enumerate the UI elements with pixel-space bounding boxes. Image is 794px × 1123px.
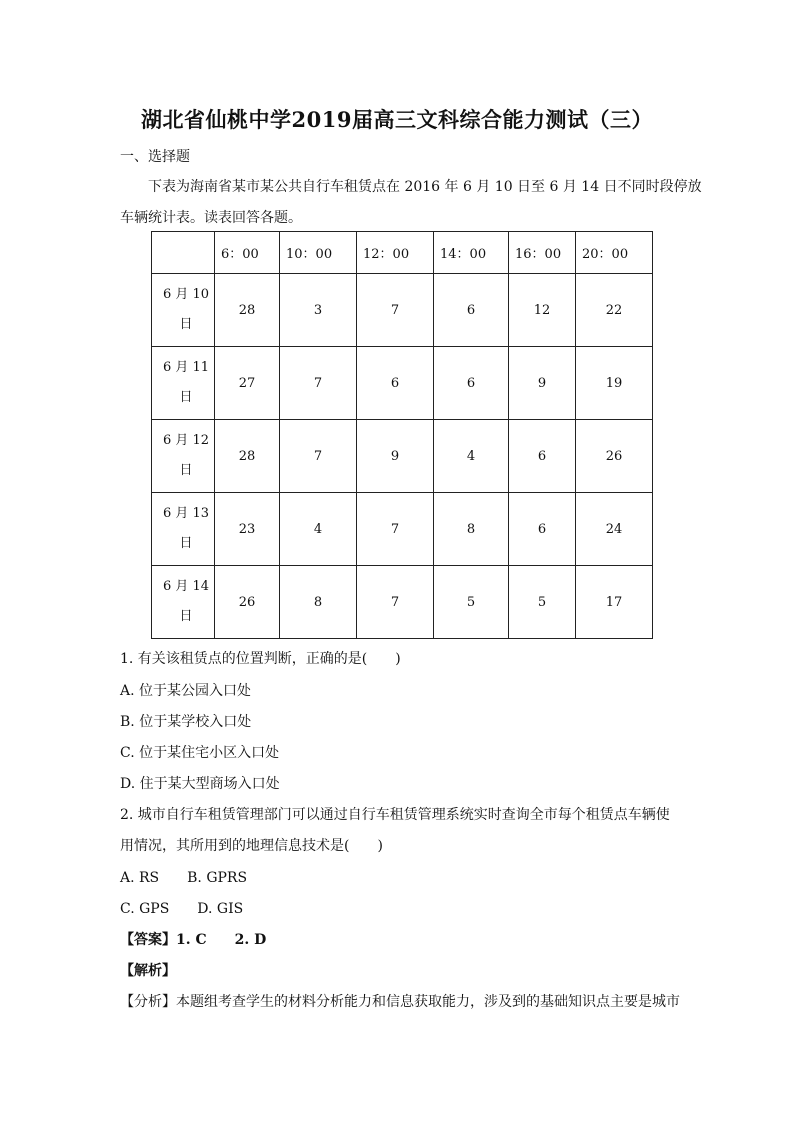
table-cell: 17 <box>576 566 653 639</box>
table-cell: 4 <box>280 493 357 566</box>
table-cell: 28 <box>215 274 280 347</box>
table-cell: 6 <box>509 493 576 566</box>
intro-line-2: 车辆统计表。读表回答各题。 <box>120 210 302 226</box>
table-cell: 28 <box>215 420 280 493</box>
table-header-cell: 16：00 <box>509 232 576 274</box>
table-cell: 7 <box>280 347 357 420</box>
table-cell: 8 <box>434 493 509 566</box>
table-cell: 5 <box>434 566 509 639</box>
row-date-line: 6 月 11 <box>162 360 210 375</box>
table-cell: 26 <box>215 566 280 639</box>
row-date-line: 日 <box>179 609 193 624</box>
table-cell: 9 <box>509 347 576 420</box>
table-cell: 6 <box>434 274 509 347</box>
table-row <box>152 347 653 420</box>
row-date-line: 6 月 13 <box>162 506 210 521</box>
row-date-line: 6 月 10 <box>162 287 210 302</box>
table-cell: 8 <box>280 566 357 639</box>
table-cell: 7 <box>357 566 434 639</box>
table-cell: 6 <box>357 347 434 420</box>
question-1-option-d: D. 住于某大型商场入口处 <box>120 776 280 792</box>
table-row <box>152 420 653 493</box>
table-cell: 4 <box>434 420 509 493</box>
table-header-cell: 20：00 <box>576 232 653 274</box>
question-1-option-b: B. 位于某学校入口处 <box>120 714 252 730</box>
table-corner-cell <box>152 232 215 274</box>
table-cell: 24 <box>576 493 653 566</box>
table-cell: 9 <box>357 420 434 493</box>
row-date-line: 日 <box>179 317 193 332</box>
question-2-options-cd: C. GPS D. GIS <box>120 901 244 917</box>
table-cell: 3 <box>280 274 357 347</box>
row-date-cell <box>152 347 215 420</box>
table-cell: 7 <box>280 420 357 493</box>
table-header-cell: 10：00 <box>280 232 357 274</box>
table-cell: 6 <box>434 347 509 420</box>
page-title: 湖北省仙桃中学2019届高三文科综合能力测试（三） <box>141 107 653 132</box>
table-cell: 26 <box>576 420 653 493</box>
table-header-cell: 6：00 <box>215 232 280 274</box>
table-cell: 27 <box>215 347 280 420</box>
table-cell: 22 <box>576 274 653 347</box>
question-2-stem-line-2: 用情况，其所用到的地理信息技术是( ) <box>120 838 383 854</box>
table-cell: 5 <box>509 566 576 639</box>
answer-line: 【答案】1. C 2. D <box>120 932 267 948</box>
row-date-cell <box>152 493 215 566</box>
table-cell: 23 <box>215 493 280 566</box>
row-date-cell <box>152 566 215 639</box>
table-header-cell: 12：00 <box>357 232 434 274</box>
row-date-line: 日 <box>179 536 193 551</box>
table-cell: 6 <box>509 420 576 493</box>
intro-line-1: 下表为海南省某市某公共自行车租赁点在 2016 年 6 月 10 日至 6 月 14 日不同时段停放 <box>148 179 702 195</box>
question-1-stem: 1. 有关该租赁点的位置判断，正确的是( ) <box>120 651 401 667</box>
table-row <box>152 566 653 639</box>
section-heading: 一、选择题 <box>120 149 190 165</box>
parking-stats-table <box>151 231 653 639</box>
table-cell: 7 <box>357 493 434 566</box>
table-row <box>152 274 653 347</box>
analysis-text: 【分析】本题组考查学生的材料分析能力和信息获取能力，涉及到的基础知识点主要是城市 <box>120 994 680 1010</box>
table-cell: 12 <box>509 274 576 347</box>
question-2-stem-line-1: 2. 城市自行车租赁管理部门可以通过自行车租赁管理系统实时查询全市每个租赁点车辆使 <box>120 807 670 823</box>
question-2-options-ab: A. RS B. GPRS <box>120 870 248 886</box>
analysis-heading: 【解析】 <box>120 963 176 979</box>
row-date-line: 6 月 12 <box>162 433 210 448</box>
table-header-row <box>152 232 653 274</box>
row-date-line: 日 <box>179 463 193 478</box>
table-row <box>152 493 653 566</box>
row-date-line: 日 <box>179 390 193 405</box>
question-1-option-a: A. 位于某公园入口处 <box>120 683 252 699</box>
row-date-cell <box>152 420 215 493</box>
row-date-cell <box>152 274 215 347</box>
table-header-cell: 14：00 <box>434 232 509 274</box>
question-1-option-c: C. 位于某住宅小区入口处 <box>120 745 280 761</box>
row-date-line: 6 月 14 <box>162 579 210 594</box>
table-cell: 19 <box>576 347 653 420</box>
table-cell: 7 <box>357 274 434 347</box>
